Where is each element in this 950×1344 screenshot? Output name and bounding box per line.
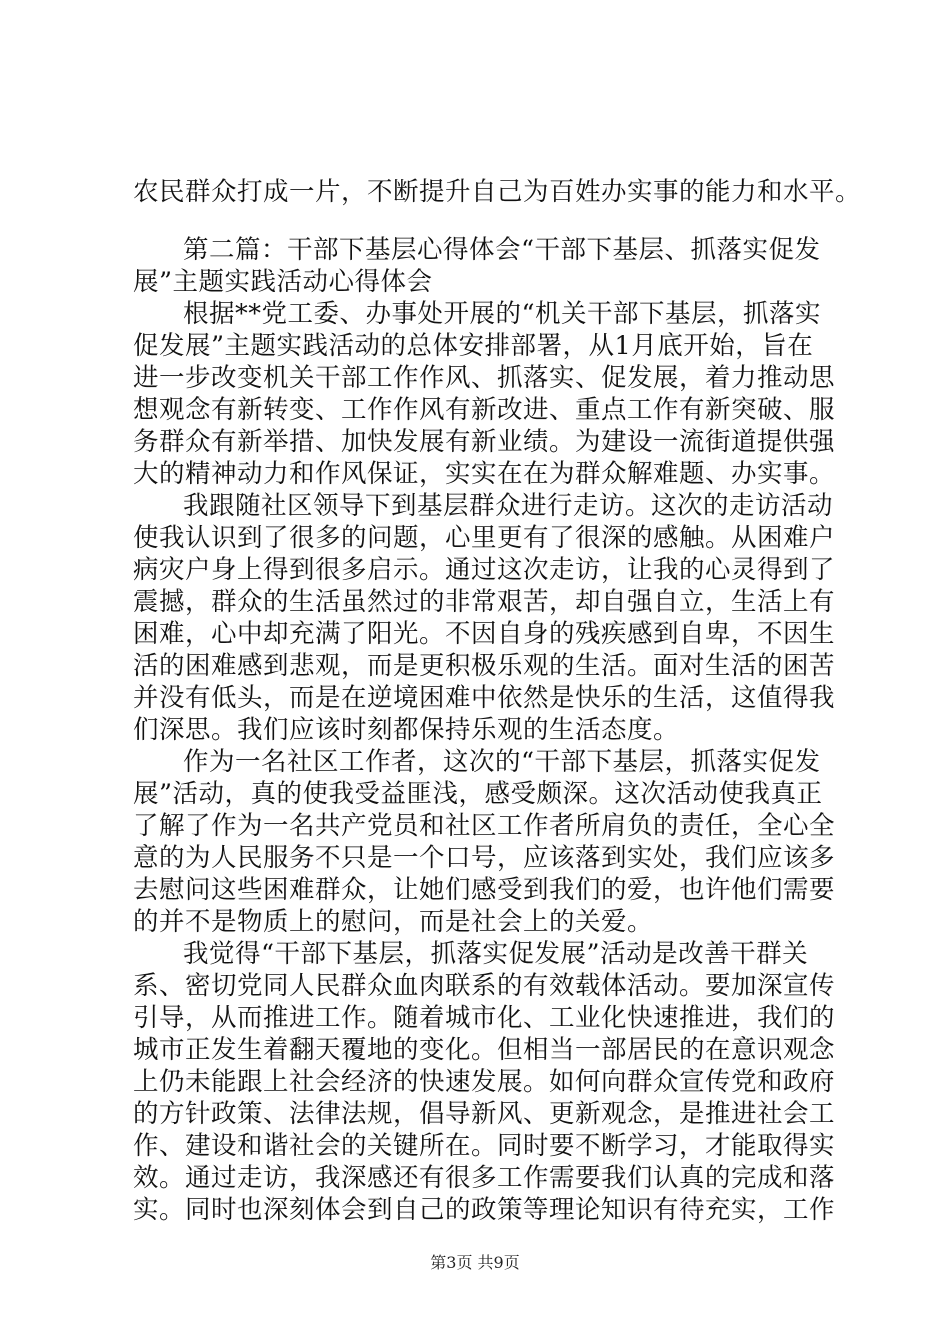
section-heading-line: 展”主题实践活动心得体会 <box>133 267 433 297</box>
text-line: 震撼，群众的生活虽然过的非常艰苦，却自强自立，生活上有 <box>133 587 836 617</box>
text-line: 的方针政策、法律法规，倡导新风、更新观念，是推进社会工 <box>133 1099 836 1129</box>
text-line: 我觉得“干部下基层，抓落实促发展”活动是改善干群关 <box>183 939 809 969</box>
text-line: 想观念有新转变、工作作风有新改进、重点工作有新突破、服 <box>133 395 836 425</box>
text-line: 效。通过走访，我深感还有很多工作需要我们认真的完成和落 <box>133 1163 836 1193</box>
text-line: 系、密切党同人民群众血肉联系的有效载体活动。要加深宣传 <box>133 971 836 1001</box>
text-line: 作为一名社区工作者，这次的“干部下基层，抓落实促发 <box>183 747 821 777</box>
text-line: 农民群众打成一片，不断提升自己为百姓办实事的能力和水平。 <box>133 177 862 207</box>
text-line: 促发展”主题实践活动的总体安排部署，从1月底开始，旨在 <box>133 331 814 361</box>
text-line: 们深思。我们应该时刻都保持乐观的生活态度。 <box>133 715 680 745</box>
text-line: 意的为人民服务不只是一个口号，应该落到实处，我们应该多 <box>133 843 836 873</box>
text-line: 上仍未能跟上社会经济的快速发展。如何向群众宣传党和政府 <box>133 1067 836 1097</box>
text-line: 作、建设和谐社会的关键所在。同时要不断学习，才能取得实 <box>133 1131 836 1161</box>
text-line: 并没有低头，而是在逆境困难中依然是快乐的生活，这值得我 <box>133 683 836 713</box>
page-number-footer: 第3页 共9页 <box>430 1253 520 1272</box>
text-line: 务群众有新举措、加快发展有新业绩。为建设一流街道提供强 <box>133 427 836 457</box>
text-line: 实。同时也深刻体会到自己的政策等理论知识有待充实，工作 <box>133 1195 836 1225</box>
text-line: 我跟随社区领导下到基层群众进行走访。这次的走访活动 <box>183 491 834 521</box>
text-line: 去慰问这些困难群众，让她们感受到我们的爱，也许他们需要 <box>133 875 836 905</box>
text-line: 活的困难感到悲观，而是更积极乐观的生活。面对生活的困苦 <box>133 651 836 681</box>
text-line: 使我认识到了很多的问题，心里更有了很深的感触。从困难户 <box>133 523 836 553</box>
text-line: 根据**党工委、办事处开展的“机关干部下基层，抓落实 <box>183 299 822 329</box>
text-line: 城市正发生着翻天覆地的变化。但相当一部居民的在意识观念 <box>133 1035 836 1065</box>
text-line: 进一步改变机关干部工作作风、抓落实、促发展，着力推动思 <box>133 363 836 393</box>
text-line: 引导，从而推进工作。随着城市化、工业化快速推进，我们的 <box>133 1003 836 1033</box>
text-line: 病灾户身上得到很多启示。通过这次走访，让我的心灵得到了 <box>133 555 836 585</box>
text-line: 的并不是物质上的慰问，而是社会上的关爱。 <box>133 907 654 937</box>
text-line: 大的精神动力和作风保证，实实在在为群众解难题、办实事。 <box>133 459 836 489</box>
text-line: 困难，心中却充满了阳光。不因自身的残疾感到自卑，不因生 <box>133 619 836 649</box>
section-heading-line: 第二篇：干部下基层心得体会“干部下基层、抓落实促发 <box>183 235 821 265</box>
text-line: 展”活动，真的使我受益匪浅，感受颇深。这次活动使我真正 <box>133 779 823 809</box>
text-line: 了解了作为一名共产党员和社区工作者所肩负的责任，全心全 <box>133 811 836 841</box>
